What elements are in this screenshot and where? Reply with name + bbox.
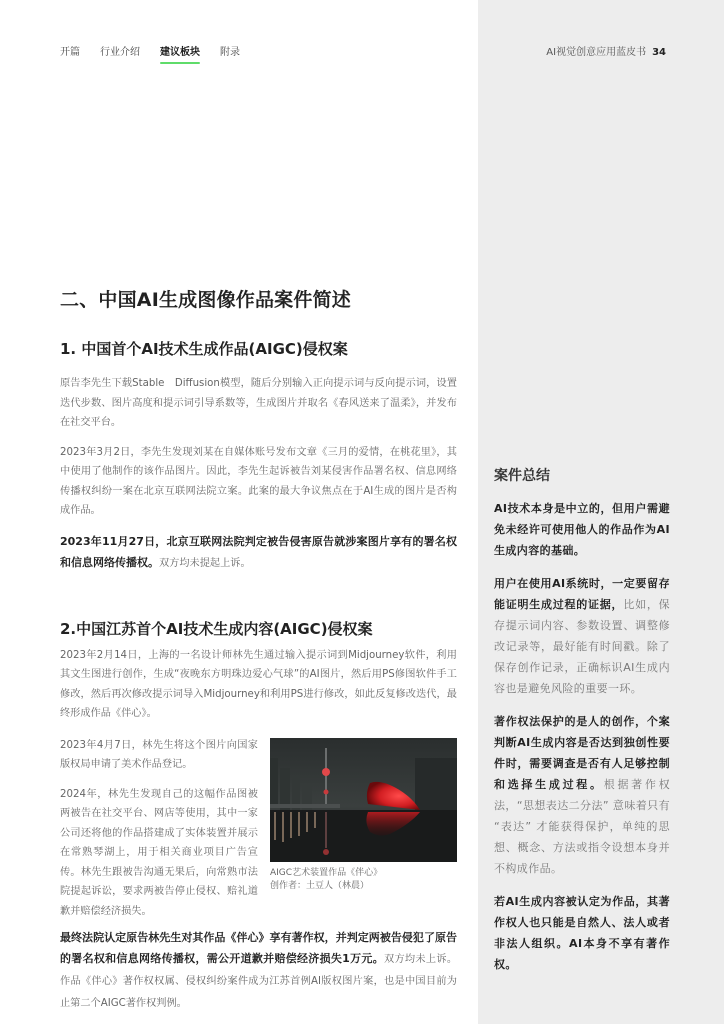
summary-point-3-normal: 根据著作权法，“思想表达二分法” 意味着只有 “表达” 才能获得保护，单纯的思想、概念、方法或指令设想本身并不构成作品。: [494, 778, 670, 875]
summary-point-2-bold: 用户在使用AI系统时，一定要留存能证明生成过程的证据，: [494, 577, 670, 611]
case-2: [60, 618, 457, 1015]
summary-point-2-normal: 比如，保存提示词内容、参数设置、调整修改记录等，最好能有时间戳。除了保存创作记录，正确标识AI生成内容也是避免风险的重要一环。: [494, 598, 670, 695]
case-2-left-column: [60, 736, 258, 922]
case-2-paragraph-3: 2024年，林先生发现自己的这幅作品图被两被告在社交平台、网店等使用，其中一家公司还将他的作品搭建成了实体装置并展示在常熟琴湖上，用于相关商业项目广告宣传。林先生跟被告沟通无果后，向常熟市法院提起诉讼，要求两被告停止侵权、赔礼道歉并赔偿经济损失。: [60, 788, 258, 917]
section-title: 二、中国AI生成图像作品案件简述: [60, 289, 351, 311]
artwork-image: [270, 738, 457, 862]
caption-title: AIGC艺术装置作品《伴心》: [270, 867, 383, 878]
case-2-paragraph-1: 2023年2月14日，上海的一名设计师林先生通过输入提示词到Midjourney软件，利用其文生图进行创作，生成“夜晚东方明珠边爱心气球”的AI图片，然后用PS修图软件手工修改，然后再次修改提示词导入Midjourney和利用PS进行修改，如此反复修改迭代，最终形成作品《伴心》。: [60, 649, 457, 719]
case-1-verdict: [60, 531, 457, 574]
chapter-nav: [60, 46, 260, 60]
case-summary-panel: [494, 466, 670, 987]
case-1-paragraph-2: 2023年3月2日，李先生发现刘某在自媒体账号发布文章《三月的爱情，在桃花里》，其中使用了他制作的该作品图片。因此，李先生起诉被告刘某侵害作品署名权、信息网络传播权纠纷一案在北京互联网法院立案。此案的最大争议焦点在于AI生成的图片是否构成作品。: [60, 446, 457, 516]
case-2-verdict: [60, 927, 457, 1014]
case-2-verdict-normal: 双方均未上诉。作品《伴心》著作权权属、侵权纠纷案件成为江苏首例AI版权图片案，也是中国目前为止第二个AIGC著作权判例。: [60, 954, 458, 1009]
main-content: [60, 286, 457, 1014]
case-1-title: 1. 中国首个AI技术生成作品(AIGC)侵权案: [60, 340, 348, 358]
nav-item-suggestions[interactable]: 建议板块: [160, 47, 200, 58]
case-2-verdict-bold: 最终法院认定原告林先生对其作品《伴心》享有著作权，并判定两被告侵犯了原告的署名权和信息网络传播权，需公开道歉并赔偿经济损失1万元。: [60, 931, 457, 965]
caption-author: 创作者：土豆人（林晨）: [270, 880, 370, 891]
heart-installation-photo: [270, 738, 457, 862]
summary-point-3: [494, 711, 670, 879]
case-1-paragraph-1: 原告李先生下载Stable Diffusion模型，随后分别输入正向提示词与反向提示词，设置迭代步数、图片高度和提示词引导系数等，生成图片并取名《春风送来了温柔》，并发布在社交平台。: [60, 378, 457, 428]
case-2-body-with-figure: [60, 736, 457, 922]
summary-point-2: [494, 573, 670, 699]
running-header: [546, 46, 666, 60]
artwork-caption: [270, 867, 457, 893]
page-number: 34: [652, 47, 666, 58]
summary-point-3-bold: 著作权法保护的是人的创作，个案判断AI生成内容是否达到独创性要件时，需要调查是否有人足够控制和选择生成过程。: [494, 715, 670, 791]
summary-point-4: [494, 891, 670, 975]
case-1-verdict-normal: 双方均未提起上诉。: [159, 557, 251, 569]
case-1-verdict-bold: 2023年11月27日，北京互联网法院判定被告侵害原告就涉案图片享有的署名权和信息网络传播权。: [60, 534, 457, 569]
nav-item-industry[interactable]: 行业介绍: [100, 47, 140, 58]
case-2-title: 2.中国江苏首个AI技术生成内容(AIGC)侵权案: [60, 619, 373, 638]
summary-title: 案件总结: [494, 468, 550, 484]
nav-item-appendix[interactable]: 附录: [220, 47, 240, 58]
case-2-paragraph-2: 2023年4月7日，林先生将这个图片向国家版权局申请了美术作品登记。: [60, 739, 258, 770]
case-1: [60, 338, 457, 574]
summary-point-1: [494, 498, 670, 561]
nav-item-opening[interactable]: 开篇: [60, 47, 80, 58]
summary-point-4-bold: 若AI生成内容被认定为作品，其著作权人也只能是自然人、法人或者非法人组织。AI本身不享有著作权。: [494, 895, 670, 971]
artwork-figure: [270, 736, 457, 922]
document-title: AI视觉创意应用蓝皮书: [546, 47, 647, 58]
summary-point-1-bold: AI技术本身是中立的，但用户需避免未经许可使用他人的作品作为AI生成内容的基础。: [494, 502, 670, 557]
